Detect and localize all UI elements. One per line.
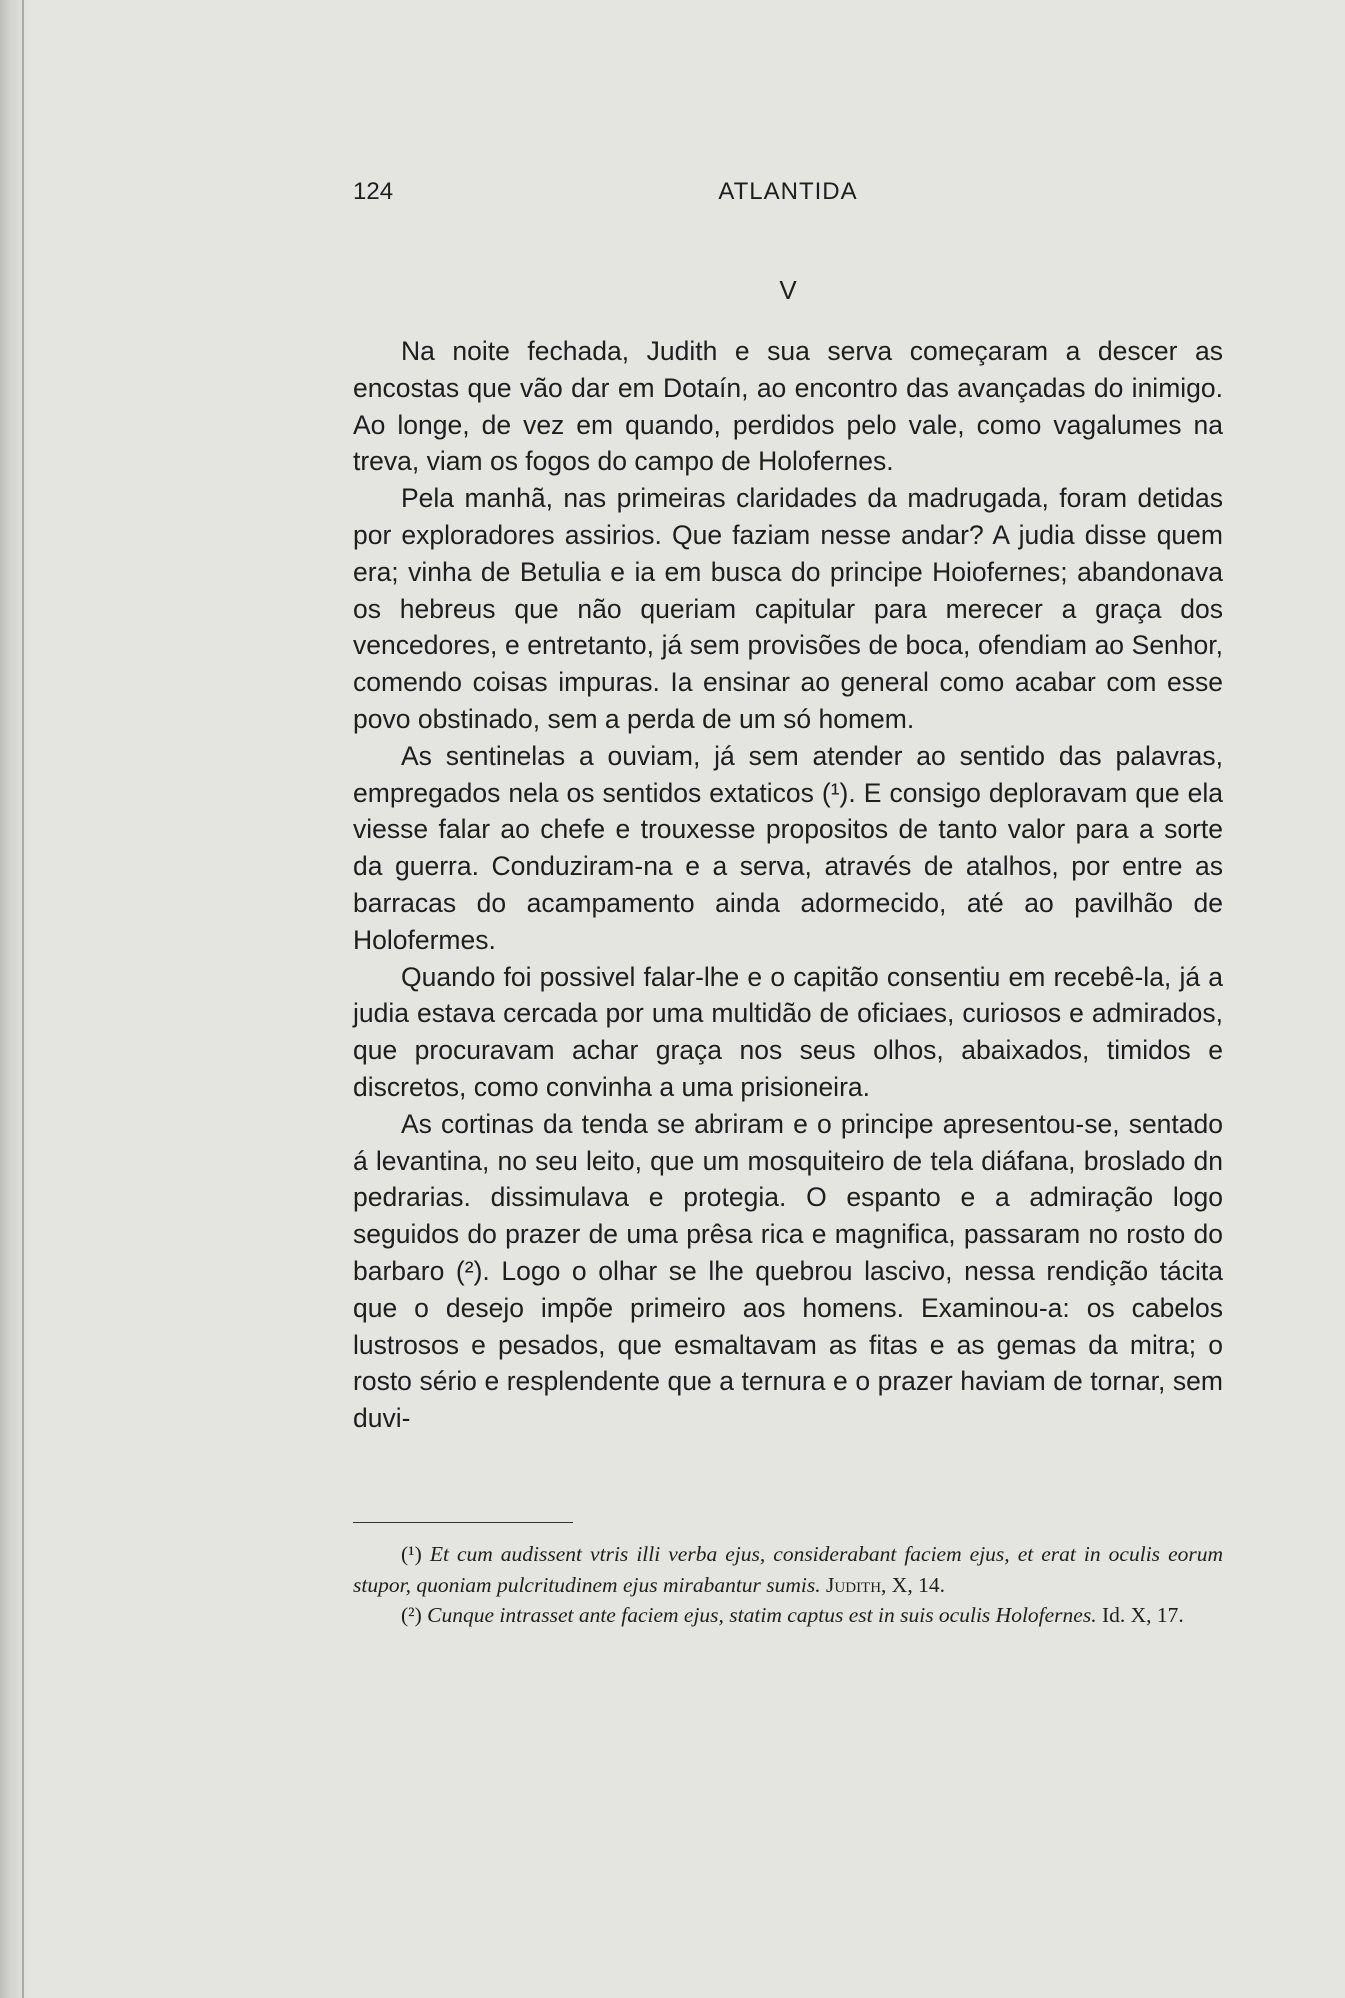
page-binding-edge <box>0 0 30 1998</box>
footnote-text: Cunque intrasset ante faciem ejus, statim captus est in suis oculis Holofernes. <box>427 1603 1097 1627</box>
footnote <box>353 1539 1223 1600</box>
footnotes <box>353 1539 1223 1631</box>
paragraph: As sentinelas a ouviam, já sem atender ao sentido das palavras, empregados nela os sentidos extaticos (¹). E consigo deploravam que ela viesse falar ao chefe e trouxesse propositos de tanto valor para a sorte da guerra. Conduziram-na e a serva, através de atalhos, por entre as barracas do acampamento ainda adormecido, até ao pavilhão de Holofermes. <box>353 740 1223 955</box>
paragraph: Pela manhã, nas primeiras claridades da madrugada, foram detidas por exploradores assirios. Que faziam nesse andar? A judia disse quem era; vinha de Betulia e ia em busca do principe Hoiofernes; abandonava os hebreus que não queriam capitular para merecer a graça dos vencedores, e entretanto, já sem provisões de boca, ofendiam ao Senhor, comendo coisas impuras. Ia ensinar ao general como acabar com esse povo obstinado, sem a perda de um só homem. <box>353 483 1223 734</box>
paragraph: Quando foi possivel falar-lhe e o capitão consentiu em recebê-la, já a judia estava cercada por uma multidão de oficiaes, curiosos e admirados, que procuravam achar graça nos seus olhos, abaixados, timidos e discretos, como convinha a uma prisioneira. <box>353 961 1223 1102</box>
running-header <box>353 174 1223 210</box>
footnote-text: Et cum audissent vtris illi verba ejus, considerabant faciem ejus, et erat in oculis eorum stupor, quoniam pulcritudinem ejus mirabantur sumis. <box>353 1542 1224 1597</box>
paragraph: Na noite fechada, Judith e sua serva começaram a descer as encostas que vão dar em Dotaín, ao encontro das avançadas do inimigo. Ao longe, de vez em quando, perdidos pelo vale, como vagalumes na treva, viam os fogos do campo de Holofernes. <box>353 336 1223 477</box>
footnote-mark: (¹) <box>401 1542 422 1566</box>
footnote <box>353 1600 1223 1631</box>
page-number: 124 <box>353 178 394 205</box>
footnote-mark: (²) <box>401 1603 422 1627</box>
running-title: ATLANTIDA <box>718 178 858 205</box>
paragraph: As cortinas da tenda se abriram e o principe apresentou-se, sentado á levantina, no seu leito, que um mosquiteiro de tela diáfana, broslado dn pedrarias. dissimulava e protegia. O espanto e a admiração logo seguidos do prazer de uma prêsa rica e magnifica, passaram no rosto do barbaro (²). Logo o olhar se lhe quebrou lascivo, nessa rendição tácita que o desejo impõe primeiro aos homens. Examinou-a: os cabelos lustrosos e pesados, que esmaltavam as fitas e as gemas da mitra; o rosto sério e resplendente que a ternura e o prazer haviam de tornar, sem duvi- <box>353 1108 1223 1434</box>
footnote-source: Id. X, 17. <box>1101 1603 1184 1627</box>
body-text <box>353 333 1223 1437</box>
footnote-source: Judith, X, 14. <box>826 1572 945 1597</box>
footnote-rule <box>353 1522 573 1523</box>
binding-shadow-line <box>22 0 24 1998</box>
section-number: V <box>779 275 797 305</box>
